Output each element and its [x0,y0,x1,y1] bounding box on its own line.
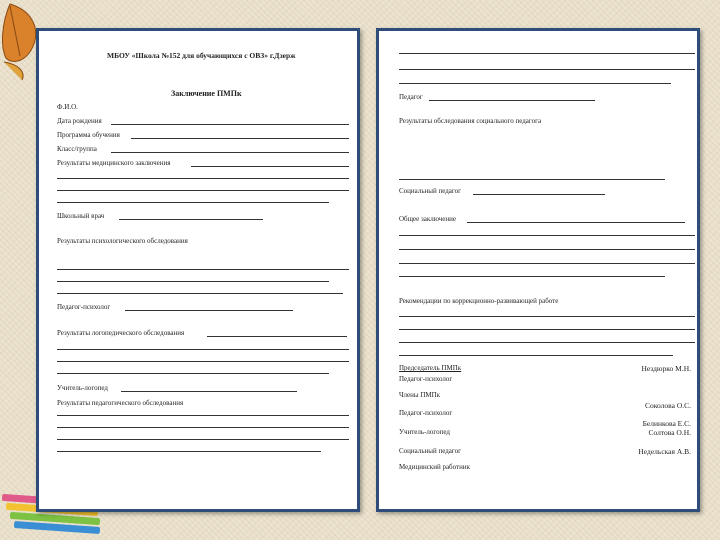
recommend-line-1 [399,316,695,317]
conclusion-line-4 [399,263,695,264]
psych-line-1 [57,269,349,270]
teacher-line-2 [399,69,695,70]
conclusion-line-2 [399,235,695,236]
ped-line-3 [57,439,349,440]
social-results-label: Результаты обследования социального педагога [399,117,542,125]
ped-results-label: Результаты педагогического обследования [57,399,184,407]
teacher-label: Педагог [399,93,423,101]
psych-line-2 [57,281,329,282]
medical-line-3 [57,190,349,191]
speech-name: Солтова О.Н. [648,428,691,437]
general-conclusion-line [467,222,685,223]
ped-line-1 [57,415,349,416]
teacher-line-1 [399,53,695,54]
social-line-1 [399,179,665,180]
ped-line-2 [57,427,349,428]
school-header: МБОУ «Школа №152 для обучающихся с ОВЗ» г.Дзерж [107,51,296,60]
psychologist-line [125,310,293,311]
member-psych-role: Педагог-психолог [399,409,453,417]
medical-line-4 [57,202,329,203]
medical-label: Результаты медицинского заключения [57,159,171,167]
chair-name: Нездюрко М.Н. [641,364,691,373]
ped-line-4 [57,451,321,452]
speech-line-2 [57,349,349,350]
conclusion-line-3 [399,249,695,250]
medical-line [191,166,349,167]
recommendations-label: Рекомендации по коррекционно-развивающей работе [399,297,559,305]
document-page-right [376,28,700,512]
social-teacher-line [473,194,605,195]
speech-role: Учитель-логопед [399,428,450,436]
birth-date-line [111,124,349,125]
psychologist-label: Педагог-психолог [57,303,111,311]
school-doctor-line [119,219,263,220]
general-conclusion-label: Общее заключение [399,215,456,223]
chair-role: Педагог-психолог [399,375,453,383]
social-role: Социальный педагог [399,447,461,455]
speech-therapist-label: Учитель-логопед [57,384,108,392]
speech-results-line [207,336,347,337]
class-line [111,152,349,153]
conclusion-title: Заключение ПМПк [171,89,242,98]
social-teacher-label: Социальный педагог [399,187,461,195]
members-label: Члены ПМПк [399,391,441,399]
document-page-left [36,28,360,512]
speech-line-4 [57,373,329,374]
recommend-line-3 [399,342,695,343]
medical-line-2 [57,178,349,179]
school-doctor-label: Школьный врач [57,212,105,220]
speech-results-label: Результаты логопедического обследования [57,329,185,337]
speech-line-3 [57,361,349,362]
fio-label: Ф.И.О. [57,103,78,111]
psych-line-3 [57,293,343,294]
recommend-line-2 [399,329,695,330]
recommend-line-4 [399,355,673,356]
class-label: Класс/группа [57,145,97,153]
birth-date-label: Дата рождения [57,117,102,125]
teacher-line-3 [399,83,671,84]
teacher-sign-line [429,100,595,101]
program-label: Программа обучения [57,131,120,139]
chair-label: Председатель ПМПк [399,364,462,372]
program-line [131,138,349,139]
member2-name: Белинкова Е.С. [642,419,691,428]
psych-results-label: Результаты психологического обследования [57,237,188,245]
social-name: Недельская А.В. [638,447,691,456]
conclusion-line-5 [399,276,665,277]
speech-therapist-line [121,391,297,392]
nurse-role: Медицинский работник [399,463,470,471]
member1-name: Соколова О.С. [645,401,691,410]
